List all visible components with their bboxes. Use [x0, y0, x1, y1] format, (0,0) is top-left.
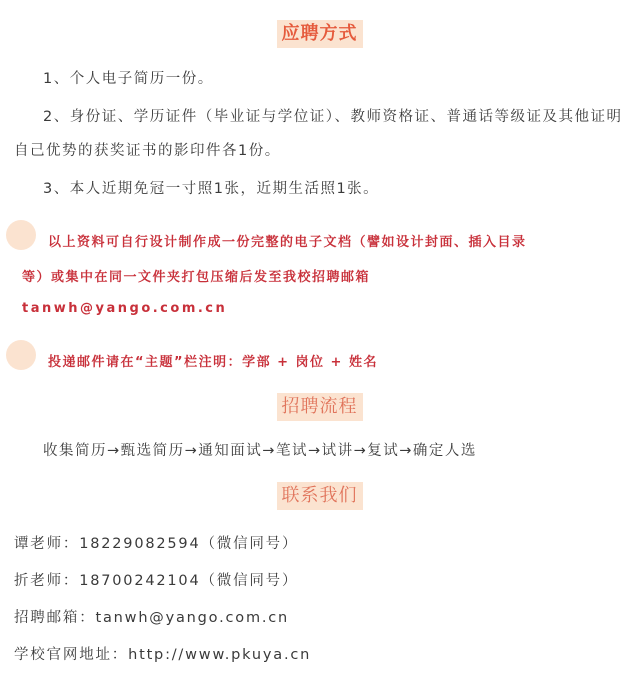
section-title-text: 应聘方式 [277, 20, 363, 48]
section-title-contact [0, 482, 639, 510]
contact-tan: 谭老师：18229082594（微信同号） [14, 536, 299, 552]
contact-zhe: 折老师：18700242104（微信同号） [14, 573, 299, 589]
section-title-application [0, 20, 639, 48]
bullet-dot-icon [6, 220, 36, 250]
contact-email[interactable]: 招聘邮箱：tanwh@yango.com.cn [14, 610, 290, 626]
note-materials-line2: 等）或集中在同一文件夹打包压缩后发至我校招聘邮箱 [22, 270, 371, 285]
section-title-text: 招聘流程 [277, 393, 363, 421]
application-item-1: 1、个人电子简历一份。 [43, 71, 214, 87]
contact-website[interactable]: 学校官网地址：http://www.pkuya.cn [14, 647, 312, 663]
recruit-email-link[interactable]: tanwh@yango.com.cn [22, 301, 228, 316]
application-item-3: 3、本人近期免冠一寸照1张，近期生活照1张。 [43, 181, 380, 197]
bullet-dot-icon [6, 340, 36, 370]
application-item-2: 2、身份证、学历证件（毕业证与学位证）、教师资格证、普通话等级证及其他证明自己优势的获奖证书的影印件各1份。 [14, 109, 623, 159]
section-title-process [0, 393, 639, 421]
note-subject-format: 投递邮件请在“主题”栏注明：学部 + 岗位 + 姓名 [48, 355, 378, 370]
recruitment-flow: 收集简历→甄选简历→通知面试→笔试→试讲→复试→确定人选 [43, 443, 477, 459]
note-materials-line1: 以上资料可自行设计制作成一份完整的电子文档（譬如设计封面、插入目录 [48, 235, 527, 250]
section-title-text: 联系我们 [277, 482, 363, 510]
